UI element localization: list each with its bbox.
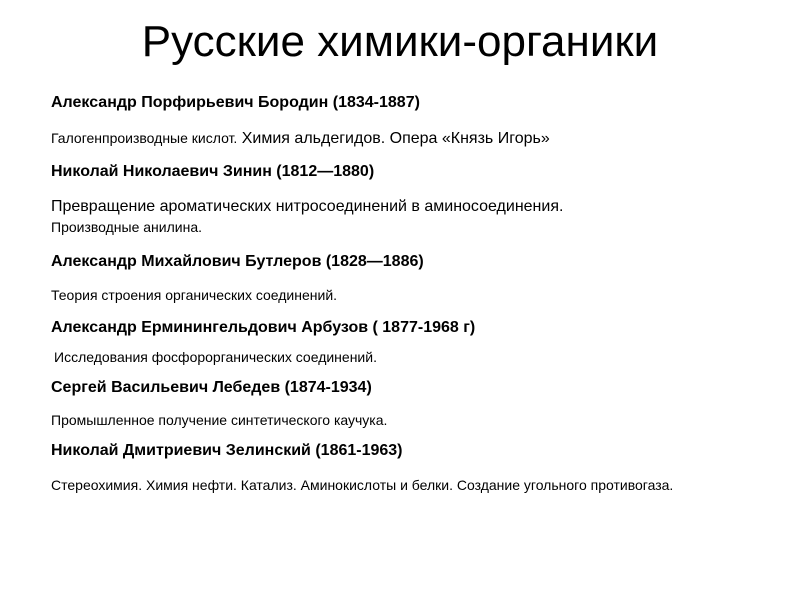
desc-part-small: Производные анилина.	[51, 219, 203, 235]
chemist-desc-zinin	[51, 196, 563, 237]
desc-part-big: Превращение ароматических нитросоединений в аминосоединения.	[51, 198, 564, 215]
slide-title: Русские химики-органики	[141, 17, 659, 66]
chemist-name-butlerov: Александр Михайлович Бутлеров (1828—1886)	[51, 253, 424, 270]
chemist-name-zelinsky: Николай Дмитриевич Зелинский (1861-1963)	[51, 442, 403, 459]
chemist-desc-zelinsky: Стереохимия. Химия нефти. Катализ. Аминокислоты и белки. Создание угольного противогаза.	[51, 477, 674, 493]
chemist-name-arbuzov: Александр Ерминингельдович Арбузов ( 1877-1968 г)	[51, 319, 476, 336]
chemist-desc-arbuzov: Исследования фосфорорганических соединений.	[54, 349, 377, 365]
desc-part-small: Галогенпроизводные кислот.	[51, 130, 238, 146]
chemist-desc-lebedev: Промышленное получение синтетического каучука.	[51, 412, 388, 428]
chemist-name-zinin: Николай Николаевич Зинин (1812—1880)	[51, 163, 375, 180]
chemist-desc-borodin	[51, 128, 550, 149]
desc-part-big: Химия альдегидов. Опера «Князь Игорь»	[237, 130, 550, 147]
chemist-name-lebedev: Сергей Васильевич Лебедев (1874-1934)	[51, 379, 372, 396]
chemist-desc-butlerov: Теория строения органических соединений.	[51, 287, 338, 303]
chemist-name-borodin: Александр Порфирьевич Бородин (1834-1887)	[51, 94, 420, 111]
